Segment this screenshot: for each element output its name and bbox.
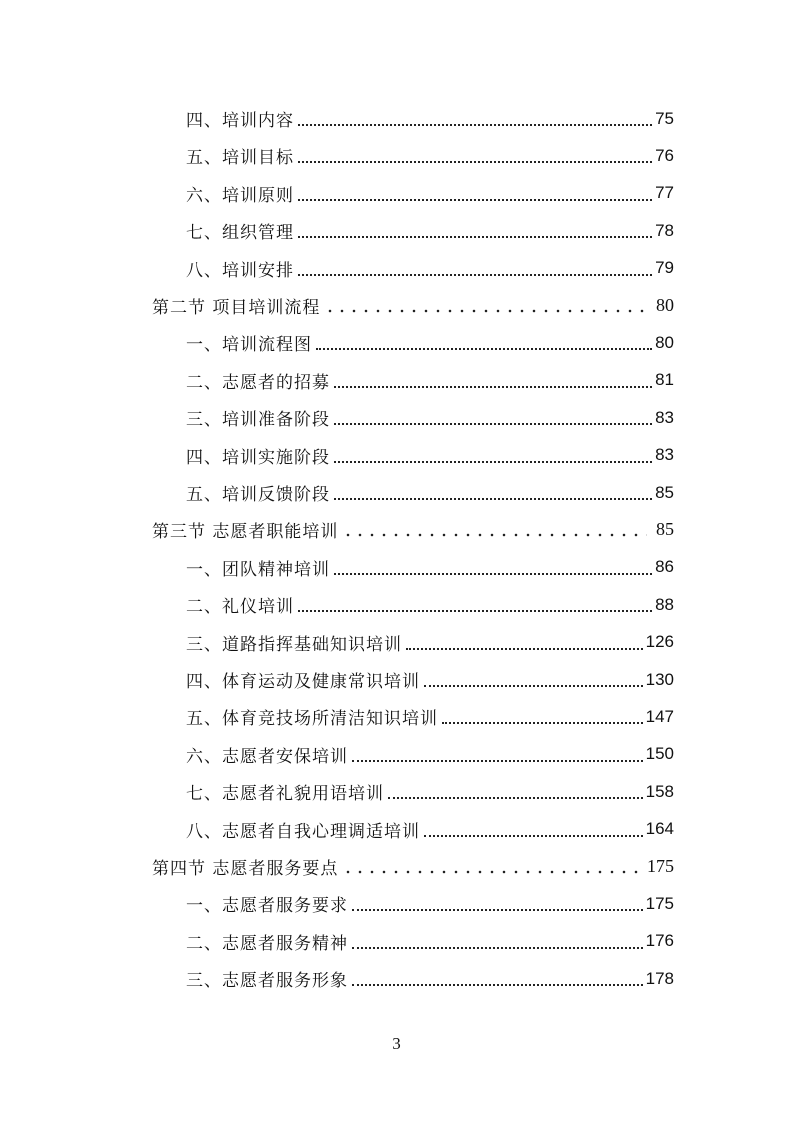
toc-entry-page: 85	[655, 482, 674, 502]
toc-entry-title: 七、组织管理	[186, 223, 294, 244]
toc-entry[interactable]	[186, 586, 674, 623]
toc-entry-title: 二、礼仪培训	[186, 597, 294, 618]
toc-entry-page: 175	[645, 893, 674, 913]
toc-entry[interactable]	[186, 175, 674, 212]
toc-entry[interactable]	[186, 661, 674, 698]
toc-entry[interactable]	[186, 362, 674, 399]
toc-entry-title: 五、体育竞技场所清洁知识培训	[186, 709, 438, 730]
toc-entry[interactable]	[186, 399, 674, 436]
toc-entry-page: 80	[656, 295, 674, 315]
toc-entry-page: 164	[645, 819, 674, 839]
toc-entry-page: 83	[655, 445, 674, 465]
toc-section-entry[interactable]	[152, 511, 674, 548]
dot-leader	[298, 123, 652, 126]
toc-entry[interactable]	[186, 885, 674, 922]
toc-entry[interactable]	[186, 923, 674, 960]
toc-entry-title: 六、培训原则	[186, 185, 294, 206]
toc-entry-title: 三、志愿者服务形象	[186, 971, 348, 992]
toc-entry-page: 83	[655, 407, 674, 427]
toc-entry[interactable]	[186, 212, 674, 249]
toc-entry[interactable]	[186, 811, 674, 848]
toc-entry[interactable]	[186, 100, 674, 137]
dot-leader	[298, 160, 652, 163]
dot-leader	[342, 533, 647, 537]
dot-leader	[352, 983, 643, 986]
toc-entry-page: 76	[655, 145, 674, 165]
toc-entry[interactable]	[186, 137, 674, 174]
toc-entry[interactable]	[186, 773, 674, 810]
toc-entry-page: 75	[655, 108, 674, 128]
toc-entry-title: 五、培训目标	[186, 148, 294, 169]
page-number: 3	[392, 1034, 401, 1053]
dot-leader	[316, 347, 652, 350]
toc-entry-page: 158	[645, 781, 674, 801]
toc-section-entry[interactable]	[152, 848, 674, 885]
dot-leader	[298, 235, 652, 238]
toc-entry-title: 五、培训反馈阶段	[186, 485, 330, 505]
toc-entry-page: 85	[656, 519, 674, 540]
toc-entry-title: 四、体育运动及健康常识培训	[186, 672, 420, 692]
toc-entry-page: 77	[655, 183, 674, 203]
dot-leader	[342, 870, 638, 874]
toc-entry-page: 176	[645, 931, 674, 951]
toc-entry-page: 78	[655, 220, 674, 240]
toc-entry-page: 79	[655, 258, 674, 278]
toc-entry[interactable]	[186, 698, 674, 735]
dot-leader	[442, 721, 643, 724]
toc-entry-title: 第四节 志愿者服务要点	[152, 859, 339, 879]
toc-entry[interactable]	[186, 437, 674, 474]
dot-leader	[334, 497, 652, 500]
toc-entry-page: 150	[645, 744, 674, 764]
toc-entry-page: 178	[645, 968, 674, 988]
dot-leader	[424, 834, 643, 837]
dot-leader	[334, 460, 652, 463]
toc-entry-page: 130	[645, 669, 674, 689]
dot-leader	[298, 609, 652, 612]
dot-leader	[406, 647, 643, 650]
toc-entry-page: 88	[655, 594, 674, 614]
toc-entry-page: 147	[645, 706, 674, 726]
toc-entry[interactable]	[186, 474, 674, 511]
dot-leader	[352, 946, 643, 949]
toc-entry-page: 175	[647, 856, 674, 876]
dot-leader	[352, 759, 643, 762]
dot-leader	[388, 796, 643, 799]
toc-entry-page: 126	[645, 632, 674, 652]
toc-entry-title: 八、志愿者自我心理调适培训	[186, 821, 420, 842]
toc-entry-title: 四、培训内容	[186, 111, 294, 131]
dot-leader	[324, 309, 647, 313]
toc-entry-title: 第三节 志愿者职能培训	[152, 522, 339, 543]
toc-entry-title: 二、志愿者服务精神	[186, 933, 348, 954]
toc-entry-title: 四、培训实施阶段	[186, 447, 330, 468]
toc-entry[interactable]	[186, 324, 674, 361]
toc-entry-title: 一、培训流程图	[186, 335, 312, 356]
toc-entry[interactable]	[186, 736, 674, 773]
toc-entry[interactable]	[186, 960, 674, 997]
dot-leader	[334, 422, 652, 425]
toc-entry-page: 86	[655, 557, 674, 577]
dot-leader	[334, 385, 652, 388]
toc-entry-title: 三、培训准备阶段	[186, 410, 330, 431]
toc-entry-title: 一、团队精神培训	[186, 559, 330, 580]
dot-leader	[298, 273, 652, 276]
dot-leader	[334, 572, 652, 575]
dot-leader	[298, 198, 652, 201]
toc-entry-title: 二、志愿者的招募	[186, 372, 330, 393]
toc-entry-page: 80	[655, 332, 674, 352]
toc-entry[interactable]	[186, 624, 674, 661]
toc-entry-title: 一、志愿者服务要求	[186, 896, 348, 917]
toc-entry-title: 三、道路指挥基础知识培训	[186, 634, 402, 655]
toc-entry-title: 六、志愿者安保培训	[186, 746, 348, 767]
toc-entry-page: 81	[655, 370, 674, 390]
toc-entry-title: 七、志愿者礼貌用语培训	[186, 784, 384, 805]
toc-entry[interactable]	[186, 250, 674, 287]
toc-entry-title: 八、培训安排	[186, 260, 294, 281]
dot-leader	[352, 908, 643, 911]
dot-leader	[424, 684, 643, 687]
toc-entry[interactable]	[186, 549, 674, 586]
toc-entry-title: 第二节 项目培训流程	[152, 298, 321, 318]
toc-section-entry[interactable]	[152, 287, 674, 324]
